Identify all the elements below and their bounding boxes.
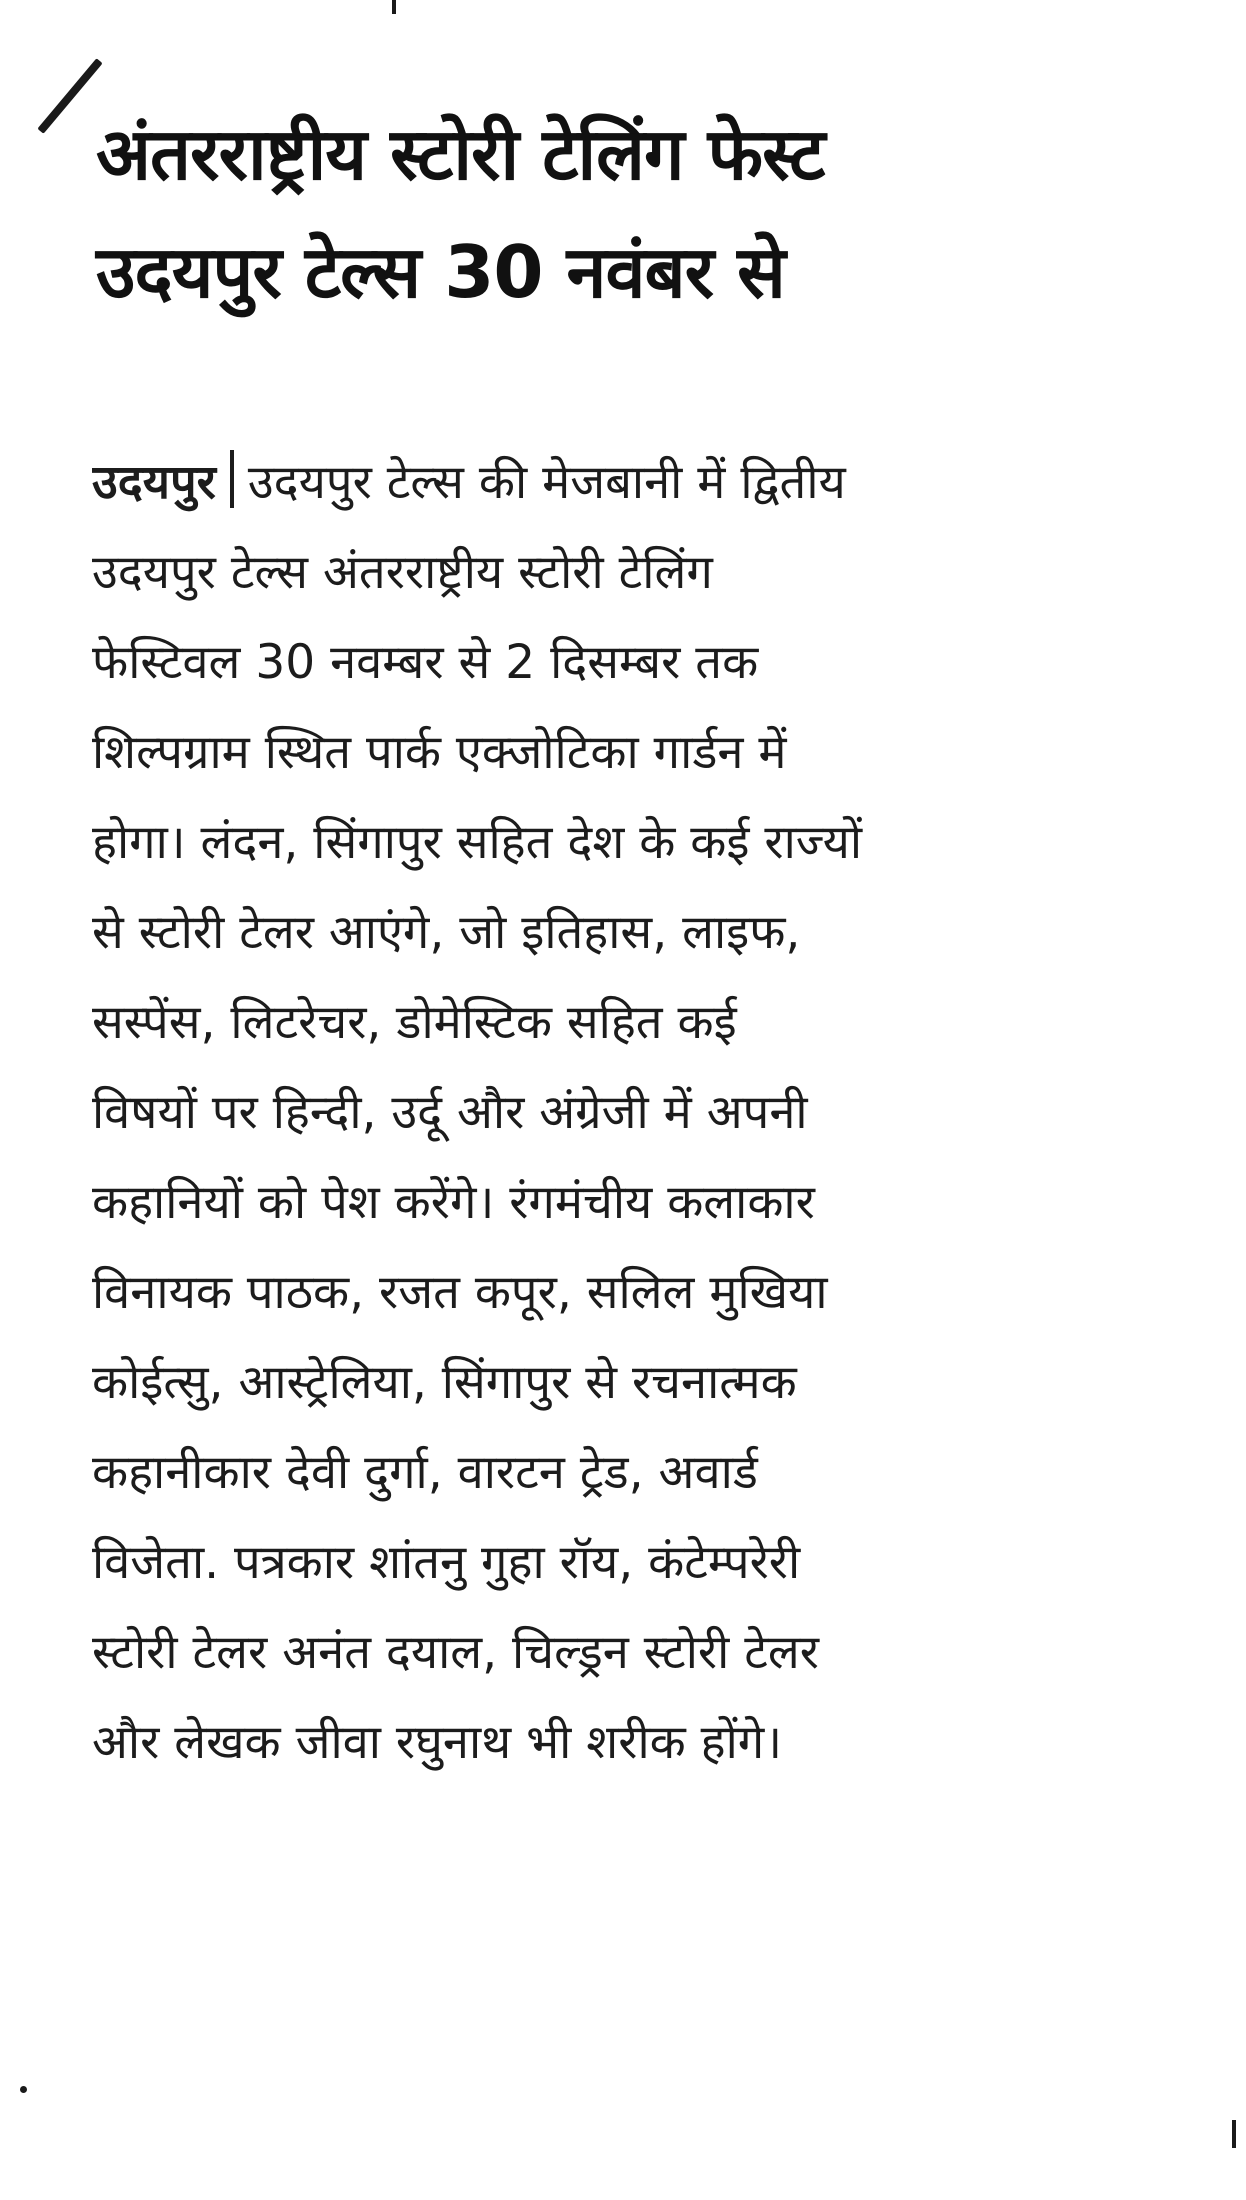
article-body	[92, 438, 1204, 1788]
column-slash-mark	[37, 58, 102, 134]
body-line-1	[92, 438, 1204, 528]
dateline: उदयपुर	[92, 455, 216, 510]
body-line-5: होगा। लंदन, सिंगापुर सहित देश के कई राज्यों	[92, 815, 863, 870]
body-line-14: स्टोरी टेलर अनंत दयाल, चिल्ड्रन स्टोरी टेलर	[92, 1625, 819, 1680]
body-line-1-text: उदयपुर टेल्स की मेजबानी में द्वितीय	[247, 455, 846, 510]
body-line-12: कहानीकार देवी दुर्गा, वारटन ट्रेड, अवार्ड	[92, 1445, 758, 1500]
body-line-9: कहानियों को पेश करेंगे। रंगमंचीय कलाकार	[92, 1175, 815, 1230]
print-dot-mark	[20, 2086, 27, 2093]
body-line-2: उदयपुर टेल्स अंतरराष्ट्रीय स्टोरी टेलिंग	[92, 545, 713, 600]
body-line-7: सस्पेंस, लिटरेचर, डोमेस्टिक सहित कई	[92, 995, 737, 1050]
body-line-10: विनायक पाठक, रजत कपूर, सलिल मुखिया	[92, 1265, 828, 1320]
headline-line-1: अंतरराष्ट्रीय स्टोरी टेलिंग फेस्ट	[96, 112, 825, 196]
dateline-separator	[230, 450, 234, 508]
headline-line-2: उदयपुर टेल्स 30 नवंबर से	[96, 230, 785, 314]
body-line-3: फेस्टिवल 30 नवम्बर से 2 दिसम्बर तक	[92, 635, 759, 690]
body-line-15: और लेखक जीवा रघुनाथ भी शरीक होंगे।	[92, 1715, 783, 1770]
body-line-4: शिल्पग्राम स्थित पार्क एक्जोटिका गार्डन में	[92, 725, 787, 780]
body-line-13: विजेता. पत्रकार शांतनु गुहा रॉय, कंटेम्परेरी	[92, 1535, 801, 1590]
body-line-8: विषयों पर हिन्दी, उर्दू और अंग्रेजी में अपनी	[92, 1085, 808, 1140]
print-mark-top	[392, 0, 396, 14]
body-line-11: कोईत्सु, आस्ट्रेलिया, सिंगापुर से रचनात्मक	[92, 1355, 797, 1410]
print-edge-mark	[1232, 2120, 1236, 2148]
article-headline	[96, 95, 1216, 331]
body-line-6: से स्टोरी टेलर आएंगे, जो इतिहास, लाइफ,	[92, 905, 801, 960]
